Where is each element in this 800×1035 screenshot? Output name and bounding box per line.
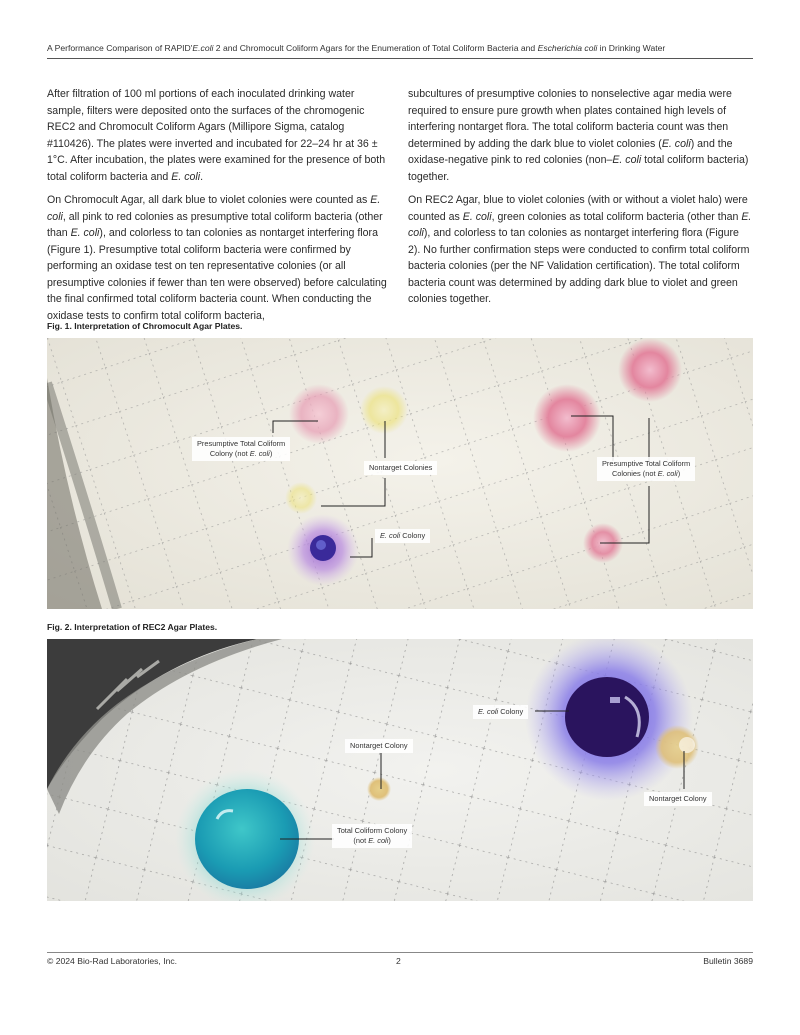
left-text-column <box>47 86 392 331</box>
footer-rule <box>47 952 753 953</box>
running-header: A Performance Comparison of RAPID'E.coli 2 and Chromocult Coliform Agars for the Enumeration of Total Coliform Bacteria and Escherichia coli in Drinking Water <box>47 43 666 53</box>
paragraph: subcultures of presumptive colonies to nonselective agar media were required to ensure pure growth when plates contained high levels of interfering nontarget flora. The total coliform bacteria count was then determined by adding the dark blue to violet colonies (E. coli) and the oxidase-negative pink to red colonies (non–E. coli total coliform bacteria) together. <box>408 88 749 183</box>
footer-bulletin: Bulletin 3689 <box>703 956 753 966</box>
paragraph: On Chromocult Agar, all dark blue to violet colonies were counted as E. coli, all pink to red colonies as presumptive total coliform bacteria (other than E. coli), and colorless to tan colonies as nontarget interfering flora (Figure 1). Presumptive total coliform bacteria were confirmed by performing an oxidase test on ten representative colonies (or all presumptive colonies if fewer than ten were observed) before calculating the final confirmed total coliform bacteria count. When conducting the oxidase tests to confirm total coliform bacteria, <box>47 194 387 322</box>
callout-total-coliform: Total Coliform Colony (not E. coli) <box>332 824 412 848</box>
callout-presumptive-right: Presumptive Total Coliform Colonies (not E. coli) <box>597 457 695 481</box>
footer-page-number: 2 <box>396 956 401 966</box>
figure1-plate-photo <box>47 338 753 609</box>
right-text-column <box>408 86 753 315</box>
callout-ecoli-rec2: E. coli Colony <box>473 705 528 719</box>
rec2-plate-image <box>47 639 753 901</box>
paragraph: After filtration of 100 ml portions of each inoculated drinking water sample, filters were deposited onto the surfaces of the chromogenic REC2 and Chromocult Coliform Agars (Millipore Sigma, catalog #110426). The plates were inverted and incubated for 22–24 hr at 36 ± 1°C. After incubation, the plates were examined for the presence of both total coliform bacteria and E. coli. <box>47 88 386 183</box>
callout-nontarget-right: Nontarget Colony <box>644 792 712 806</box>
header-rule <box>47 58 753 59</box>
callout-presumptive-left: Presumptive Total Coliform Colony (not E. coli) <box>192 437 290 461</box>
paragraph: On REC2 Agar, blue to violet colonies (with or without a violet halo) were counted as E. coli, green colonies as total coliform bacteria (other than E. coli), and colorless to tan colonies as nontarget interfering flora (Figure 2). No further confirmation steps were conducted to confirm total coliform bacteria colonies (per the NF Validation certification). The total coliform bacteria count was determined by adding dark blue to violet and green colonies together. <box>408 194 752 305</box>
callout-nontarget-center: Nontarget Colony <box>345 739 413 753</box>
figure1-caption: Fig. 1. Interpretation of Chromocult Agar Plates. <box>47 321 243 331</box>
footer-copyright: © 2024 Bio-Rad Laboratories, Inc. <box>47 956 178 966</box>
figure2-caption: Fig. 2. Interpretation of REC2 Agar Plates. <box>47 622 218 632</box>
callout-ecoli: E. coli Colony <box>375 529 430 543</box>
callout-nontarget: Nontarget Colonies <box>364 461 437 475</box>
figure2-plate-photo <box>47 639 753 901</box>
